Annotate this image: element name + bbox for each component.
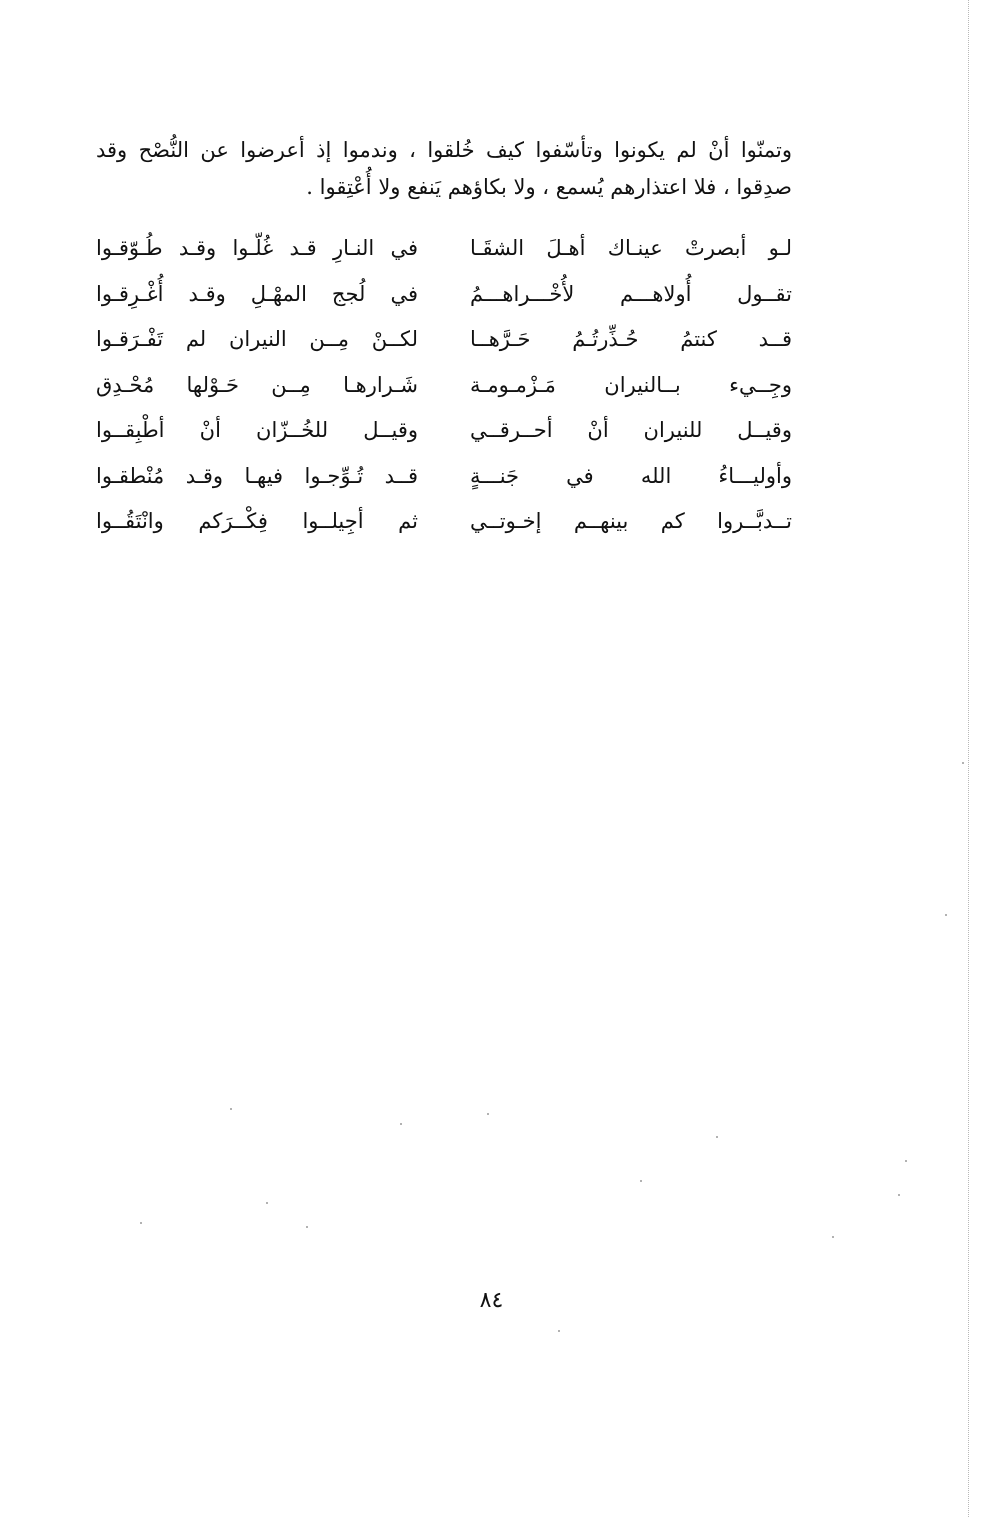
- poem-verse: [96, 454, 792, 500]
- verse-first-hemistich: تــدبَّــروا كم بينهــم إخـوتــي: [470, 509, 792, 533]
- verse-second-hemistich: في لُجج المهْـلِ وقـد أُغْـرِقـوا: [96, 281, 418, 306]
- scan-speck: [266, 1202, 268, 1204]
- scan-speck: [306, 1226, 308, 1228]
- scan-speck: [558, 1330, 560, 1332]
- prose-text: وتمنّوا أنْ لم يكونوا وتأسّفوا كيف خُلقوا ، وندموا إذ أعرضوا عن النُّصْح وقد صدِقوا ، فلا اعتذارهم يُسمع ، ولا بكاؤهم يَنفع ولا أُعْتِقوا .: [96, 138, 792, 199]
- scan-speck: [945, 914, 947, 916]
- verse-second-hemistich: ثم أجِيلــوا فِكْــرَكم وانْتَقُــوا: [96, 509, 418, 533]
- verse-first-hemistich: قــد كنتمُ حُـذِّرتُـمُ حَـرَّهــا: [470, 327, 792, 351]
- poem-verse: [96, 317, 792, 363]
- verse-first-hemistich: لـو أبصرتْ عينـاك أهـلَ الشقَـا: [470, 236, 792, 260]
- verse-second-hemistich: وقيــل للخُــزّان أنْ أطْبِقــوا: [96, 418, 418, 442]
- scan-speck: [640, 1180, 642, 1182]
- verse-first-hemistich: وقيــل للنيران أنْ أحــرقــي: [470, 418, 792, 442]
- scan-speck: [905, 1160, 907, 1162]
- verse-first-hemistich: وجِــيء بــالنيران مَـزْمـومـة: [470, 372, 792, 397]
- poem: [96, 226, 792, 545]
- verse-second-hemistich: قــد تُـوِّجـوا فيهـا وقـد مُنْطقـوا: [96, 463, 418, 488]
- poem-verse: [96, 272, 792, 318]
- verse-second-hemistich: في النـارِ قـد غُلّـوا وقـد طُـوّقـوا: [96, 236, 418, 260]
- scan-speck: [898, 1194, 900, 1196]
- poem-verse: [96, 499, 792, 545]
- verse-first-hemistich: وأوليـــاءُ الله في جَنـــةٍ: [470, 463, 792, 488]
- scan-speck: [962, 762, 964, 764]
- scan-speck: [400, 1123, 402, 1125]
- verse-second-hemistich: لكــنْ مِــن النيران لم تَفْـرَقـوا: [96, 327, 418, 351]
- verse-second-hemistich: شَـرارهـا مِــن حَـوْلها مُحْـدِق: [96, 372, 418, 397]
- poem-verse: [96, 408, 792, 454]
- scan-speck: [716, 1136, 718, 1138]
- page-number: ٨٤: [479, 1288, 504, 1313]
- scan-speck: [140, 1222, 142, 1224]
- scan-speck: [230, 1108, 232, 1110]
- poem-verse: [96, 226, 792, 272]
- verse-first-hemistich: تقــول أُولاهـــم لأُخْـــراهـــمُ: [470, 281, 792, 306]
- prose-paragraph: [96, 132, 792, 206]
- scan-speck: [832, 1236, 834, 1238]
- poem-verse: [96, 363, 792, 409]
- scan-speck: [487, 1113, 489, 1115]
